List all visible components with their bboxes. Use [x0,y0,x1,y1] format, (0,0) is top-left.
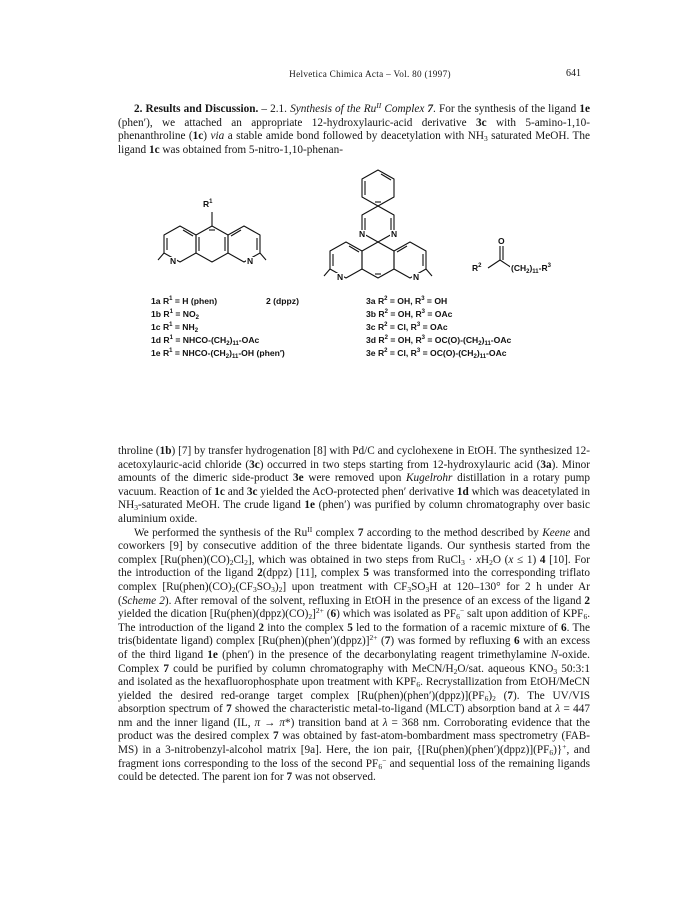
oxygen-atom: O [498,236,505,246]
nitrogen-atom: N [337,272,344,282]
intro-paragraph: 2. Results and Discussion. – 2.1. Synthesis of the $Ru^{II}$ Complex 7. For the synthesis of the ligand 1e (phen′), we attached an appropriate 12-hydroxylauric-acid derivative 3c with 5-amino-1,10-phenanthroline (1c) via a stable amide bond followed by deacetylation with $NH_3$ saturated MeOH. The ligand 1c was obtained from 5-nitro-1,10-phenan- [118,101,590,156]
compound-label-3d: 3d $R^2$ = OH, $R^3 = OC(O)-(CH_2)_{11}-OAc$ [366,335,512,347]
dppz-structure [324,170,432,278]
paragraph-ligand-synthesis: throline (1b) [7] by transfer hydrogenation [8] with Pd/C and cyclohexene in EtOH. The synthesized 12-acetoxylauric-acid chloride (3c) occurred in two steps starting from 12-hydroxylauric acid (3a). Minor amounts of the dimeric side-product 3e were removed upon Kugelrohr distillation in a rotary pump vacuum. Reaction of 1c and 3c yielded the AcO-protected phen′ derivative 1d which was deacetylated in $NH_3$-saturated MeOH. The crude ligand 1e (phen′) was purified by column chromatography over basic aluminium oxide. [118,445,591,525]
r1-atom: $R^1$ [203,199,213,209]
subsection-heading: Synthesis of the $Ru^{II}$ Complex 7 [290,101,434,115]
nitrogen-atom: N [247,256,254,266]
compound-label-1e: 1e $R^1$ = NHCO-$(CH_2)_{11}-OH$ (phen′) [151,348,285,360]
compound-label-3e: 3e $R^2 = Cl$, $R^3 = OC(O)-(CH_2)_{11}-OAc$ [366,348,507,360]
main-text [118,445,590,785]
compound-label-3c: 3c $R^2 = Cl$, $R^3$ = OAc [366,322,448,332]
nitrogen-atom: N [359,229,366,239]
r2-atom: $R^2$ [472,263,482,273]
compound-label-3a: 3a $R^2$ = OH, $R^3$ = OH [366,296,448,306]
paragraph-complex-synthesis: We performed the synthesis of the $Ru^{II}$ complex 7 according to the method described by Keene and coworkers [9] by consecutive addition of the three bidentate ligands. Our synthesis started from the complex $[Ru(phen)(CO)_2Cl_2]$, which was obtained in two steps from RuCl$_3$ · $xH_2O$ (x ≤ 1) 4 [10]. For the introduction of the ligand 2(dppz) [11], complex 5 was transformed into the corresponding triflato complex $[Ru(phen)(CO)_2(CF_3SO_3)_2]$ upon treatment with $CF_3SO_3H$ at 120–130° for 2 h under Ar (Scheme 2). After removal of the solvent, refluxing in EtOH in the presence of an excess of the ligand 2 yielded the dication $[Ru(phen)(dppz)(CO)_2]^{2+}$ (6) which was isolated as $PF_6^-$ salt upon addition of $KPF_6$. The introduction of the ligand 2 into the complex 5 led to the formation of a racemic mixture of 6. The tris(bidentate ligand) complex [Ru(phen)(phen′)(dppz)]$^{2+}$ (7) was formed by refluxing 6 with an excess of the third ligand 1e (phen′) in the presence of the decarbonylating reagent trimethylamine N-oxide. Complex 7 could be purified by column chromatography with MeCN/$H_2O$/sat. aqueous $KNO_3$ 50:3:1 and isolated as the hexafluorophosphate upon treatment with $KPF_6$. Recrystallization from EtOH/MeCN yielded the desired red-orange target complex $[Ru(phen)(phen')(dppz)](PF_6)_2$ (7). The UV/VIS absorption spectrum of 7 showed the characteristic metal-to-ligand (MLCT) absorption band at λ = 447 nm and the inner ligand (IL, π → π*) transition band at λ = 368 nm. Corroborating evidence that the product was the desired complex 7 was obtained by fast-atom-bombardment mass spectrometry (FAB-MS) in a 3-nitrobenzyl-alcohol matrix [9a]. Here, the ion pair, $\{[Ru(phen)(phen')(dppz)](PF_6)\}^+$, and fragment ions corresponding to the loss of the second $PF_6^-$ and sequential loss of the remaining ligands could be detected. The parent ion for 7 was not observed. [118,524,591,784]
nitrogen-atom: N [170,256,177,266]
running-header: Helvetica Chimica Acta – Vol. 80 (1997) [289,69,451,79]
compound-label-3b: 3b $R^2$ = OH, $R^3$ = OAc [366,309,453,319]
nitrogen-atom: N [413,272,420,282]
phenanthroline-structure [158,212,266,262]
compound-label-2: 2 (dppz) [266,296,299,306]
chemical-structures-scheme [118,156,590,440]
section-heading: 2. Results and Discussion. [134,103,259,115]
chain-group: $(CH_2)_{11}-R^3$ [511,263,551,275]
compound-label-1c: 1c $R^1 = NH_2$ [151,322,199,334]
compound-label-1b: 1b $R^1 = NO_2$ [151,309,200,321]
compound-label-1a: 1a $R^1 = H$ (phen) [151,296,218,306]
page-number: 641 [566,68,581,79]
nitrogen-atom: N [391,229,398,239]
lauric-acid-structure [488,246,512,268]
compound-label-1d: 1d $R^1$ = NHCO-$(CH_2)_{11}$-OAc [151,335,260,347]
